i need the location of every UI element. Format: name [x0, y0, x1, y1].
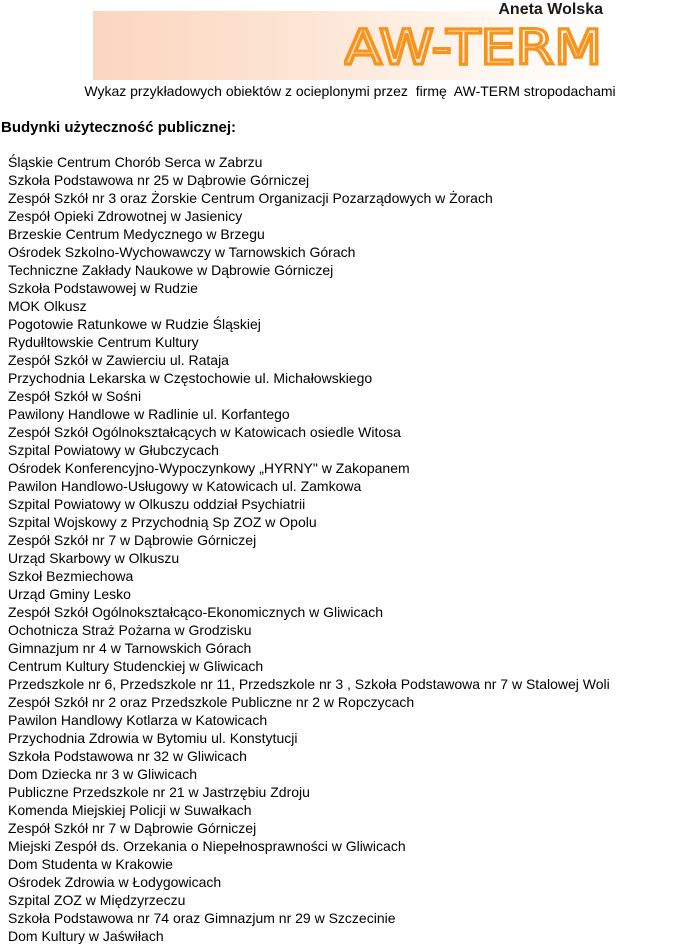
list-item: Urząd Gminy Lesko: [8, 586, 131, 602]
list-item: Przychodnia Lekarska w Częstochowie ul. Michałowskiego: [8, 370, 373, 386]
list-item: Miejski Zespół ds. Orzekania o Niepełnosprawności w Gliwicach: [8, 838, 406, 854]
list-item: Szkoła Podstawowa nr 25 w Dąbrowie Górniczej: [8, 172, 310, 188]
page-subtitle: Wykaz przykładowych obiektów z ocieplonymi przez firmę AW-TERM stropodachami: [84, 83, 616, 99]
list-item: Szkoła Podstawowa nr 74 oraz Gimnazjum nr 29 w Szczecinie: [8, 910, 396, 926]
list-item: Ośrodek Szkolno-Wychowawczy w Tarnowskich Górach: [8, 244, 356, 260]
owner-name: Aneta Wolska: [498, 1, 603, 18]
list-item: Zespół Szkół w Zawierciu ul. Rataja: [8, 352, 229, 368]
list-item: MOK Olkusz: [8, 298, 87, 314]
list-item: Urząd Skarbowy w Olkuszu: [8, 550, 180, 566]
list-item: Szkoł Bezmiechowa: [8, 568, 134, 584]
list-item: Brzeskie Centrum Medycznego w Brzegu: [8, 226, 265, 242]
aw-term-logo: [344, 20, 604, 68]
list-item: Publiczne Przedszkole nr 21 w Jastrzębiu Zdroju: [8, 784, 310, 800]
list-item: Centrum Kultury Studenckiej w Gliwicach: [8, 658, 264, 674]
list-item: Zespół Szkół nr 2 oraz Przedszkole Publiczne nr 2 w Ropczycach: [8, 694, 415, 710]
list-item: Dom Dziecka nr 3 w Gliwicach: [8, 766, 198, 782]
list-item: Szkoła Podstawowa nr 32 w Gliwicach: [8, 748, 247, 764]
list-item: Pogotowie Ratunkowe w Rudzie Śląskiej: [8, 316, 261, 332]
list-item: Przedszkole nr 6, Przedszkole nr 11, Przedszkole nr 3 , Szkoła Podstawowa nr 7 w Stalowej Woli: [8, 676, 610, 692]
list-item: Śląskie Centrum Chorób Serca w Zabrzu: [8, 154, 263, 170]
list-item: Techniczne Zakłady Naukowe w Dąbrowie Górniczej: [8, 262, 334, 278]
list-item: Zespół Opieki Zdrowotnej w Jasienicy: [8, 208, 243, 224]
list-item: Szpital Wojskowy z Przychodnią Sp ZOZ w Opolu: [8, 514, 317, 530]
list-item: Komenda Miejskiej Policji w Suwałkach: [8, 802, 252, 818]
list-item: Przychodnia Zdrowia w Bytomiu ul. Konstytucji: [8, 730, 298, 746]
list-item: Zespół Szkół nr 7 w Dąbrowie Górniczej: [8, 820, 257, 836]
list-item: Szpital ZOZ w Międzyrzeczu: [8, 892, 186, 908]
list-item: Ochotnicza Straż Pożarna w Grodzisku: [8, 622, 252, 638]
list-item: Szpital Powiatowy w Głubczycach: [8, 442, 219, 458]
list-item: Gimnazjum nr 4 w Tarnowskich Górach: [8, 640, 252, 656]
logo-text: AW-TERM: [344, 20, 602, 68]
list-item: Ośrodek Konferencyjno-Wypoczynkowy „HYRNY" w Zakopanem: [8, 460, 410, 476]
list-item: Zespół Szkół nr 7 w Dąbrowie Górniczej: [8, 532, 257, 548]
list-item: Zespół Szkół Ogólnokształcąco-Ekonomicznych w Gliwicach: [8, 604, 384, 620]
list-item: Pawilon Handlowy Kotlarza w Katowicach: [8, 712, 268, 728]
list-item: Zespół Szkół Ogólnokształcących w Katowicach osiedle Witosa: [8, 424, 401, 440]
building-list: [8, 153, 610, 945]
list-item: Ośrodek Zdrowia w Łodygowicach: [8, 874, 222, 890]
list-item: Pawilony Handlowe w Radlinie ul. Korfantego: [8, 406, 290, 422]
list-item: Pawilon Handlowo-Usługowy w Katowicach ul. Zamkowa: [8, 478, 362, 494]
list-item: Zespół Szkół w Sośni: [8, 388, 142, 404]
list-item: Szkoła Podstawowej w Rudzie: [8, 280, 198, 296]
list-item: Dom Studenta w Krakowie: [8, 856, 173, 872]
section-heading: Budynki użyteczność publicznej:: [1, 119, 237, 136]
list-item: Zespół Szkół nr 3 oraz Żorskie Centrum Organizacji Pozarządowych w Żorach: [8, 190, 493, 206]
list-item: Rydułltowskie Centrum Kultury: [8, 334, 199, 350]
list-item: Szpital Powiatowy w Olkuszu oddział Psychiatrii: [8, 496, 306, 512]
list-item: Dom Kultury w Jaświłach: [8, 928, 164, 944]
